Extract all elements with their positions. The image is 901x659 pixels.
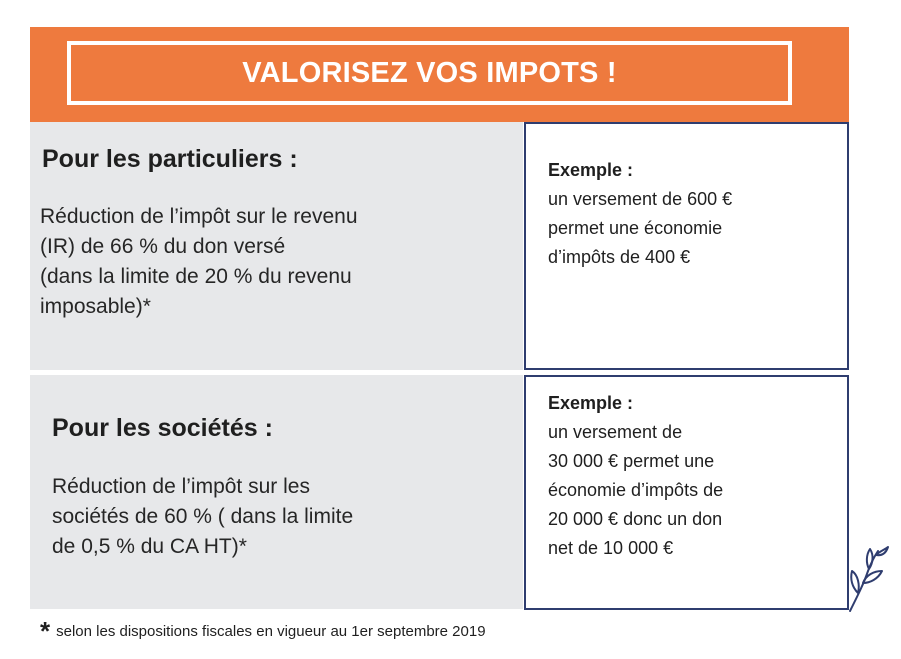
societes-line: de 0,5 % du CA HT)* [52,535,247,558]
particuliers-line: (IR) de 66 % du don versé [40,235,286,258]
example-line: permet une économie [548,218,723,238]
footnote-text: selon les dispositions fiscales en vigueur au 1er septembre 2019 [56,623,486,640]
banner-title: VALORISEZ VOS IMPOTS ! [242,56,617,89]
example-line: 30 000 € permet une [548,451,715,471]
particuliers-line: (dans la limite de 20 % du revenu [40,265,352,288]
sprout-icon [846,543,890,613]
footnote [40,616,486,647]
banner-frame [67,41,792,105]
example-line: 20 000 € donc un don [548,509,723,529]
example-line: un versement de [548,422,683,442]
particuliers-description [40,202,358,322]
example-line: d’impôts de 400 € [548,247,691,267]
societes-example-box [524,375,849,610]
example-line: net de 10 000 € [548,538,674,558]
example-line: un versement de 600 € [548,189,733,209]
example-line: économie d’impôts de [548,480,724,500]
particuliers-line: imposable)* [40,295,151,318]
particuliers-line: Réduction de l’impôt sur le revenu [40,205,358,228]
example-title: Exemple : [548,393,634,413]
societes-line: sociétés de 60 % ( dans la limite [52,505,354,528]
particuliers-example-box [524,122,849,370]
example-title: Exemple : [548,160,634,180]
societes-heading: Pour les sociétés : [52,414,273,442]
societes-description [52,472,353,562]
societes-line: Réduction de l’impôt sur les [52,475,310,498]
header-banner [30,27,849,122]
footnote-marker: * [40,616,51,646]
particuliers-heading: Pour les particuliers : [42,145,298,173]
